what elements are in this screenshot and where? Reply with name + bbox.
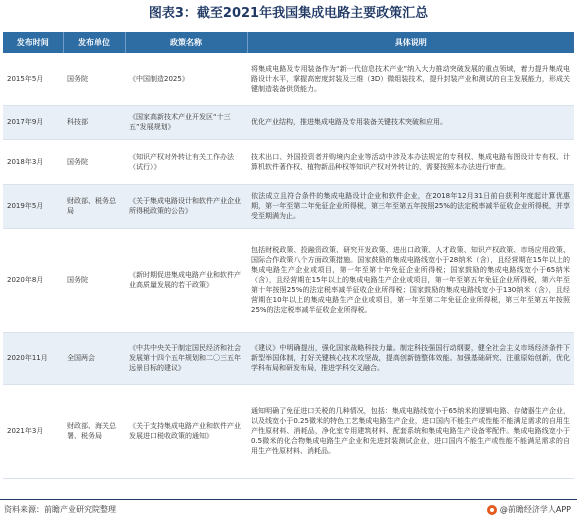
table-row: [3, 105, 574, 139]
header-name: 政策名称: [125, 32, 247, 53]
table-row: [3, 384, 574, 478]
cell-time: 2015年5月: [3, 53, 63, 105]
cell-unit: 科技部: [63, 105, 125, 139]
cell-time: 2017年9月: [3, 105, 63, 139]
cell-unit: 国务院: [63, 53, 125, 105]
table-row: [3, 332, 574, 384]
cell-desc: 通知明确了免征进口关税的几种情况，包括：集成电路线宽小于65纳米的逻辑电路、存储器生产企业，以及线宽小于0.25微米的特色工艺集成电路生产企业，进口国内不能生产或性能不能满足需求的自用生产性原材料、消耗品，净化室专用建筑材料、配套系统和集成电路生产设备零配件。集成电路线宽小于0.5微米的化合物集成电路生产企业和先进封装测试企业，进口国内不能生产或性能不能满足需求的自用生产性原材料、消耗品。: [247, 384, 574, 478]
cell-unit: 财政部、税务总局: [63, 184, 125, 228]
brand-mark: [487, 504, 571, 515]
cell-name: 《新时期促进集成电路产业和软件产业高质量发展的若干政策》: [125, 228, 247, 332]
cell-unit: 国务院: [63, 228, 125, 332]
qianzhan-logo-icon: [487, 505, 497, 515]
cell-time: 2020年11月: [3, 332, 63, 384]
cell-time: 2020年8月: [3, 228, 63, 332]
cell-desc: 技术出口、外国投资者并购境内企业等活动中涉及本办法规定的专利权、集成电路布图设计专有权、计算机软件著作权、植物新品种权等知识产权对外转让的，需要按照本办法进行审查。: [247, 139, 574, 184]
table-row: [3, 228, 574, 332]
header-time: 发布时间: [3, 32, 63, 53]
cell-time: 2018年3月: [3, 139, 63, 184]
cell-time: 2019年5月: [3, 184, 63, 228]
table-row: [3, 184, 574, 228]
cell-unit: 全国两会: [63, 332, 125, 384]
table-header-row: [3, 32, 574, 53]
cell-desc: 《建议》中明确提出，强化国家战略科技力量。制定科技强国行动纲要，健全社会主义市场经济条件下新型举国体制，打好关键核心技术攻坚战，提高创新链整体效能。加强基础研究、注重原始创新，优化学科布局和研发布局，推进学科交叉融合。: [247, 332, 574, 384]
cell-name: 《中共中央关于制定国民经济和社会发展第十四个五年规划和二〇三五年远景目标的建议》: [125, 332, 247, 384]
chart-title: 图表3：截至2021年我国集成电路主要政策汇总: [148, 6, 429, 21]
table-row: [3, 53, 574, 105]
cell-desc: 包括财税政策、投融资政策、研究开发政策、进出口政策、人才政策、知识产权政策、市场应用政策、国际合作政策八个方面政策措施。国家鼓励的集成电路线宽小于28纳米（含），且经营期在15年以上的集成电路生产企业或项目，第一年至第十年免征企业所得税；国家鼓励的集成电路线宽小于65纳米（含），且经营期在15年以上的集成电路生产企业或项目，第一年至第五年免征企业所得税，第六年至第十年按照25%的法定税率减半征收企业所得税；国家鼓励的集成电路线宽小于130纳米（含），且经营期在10年以上的集成电路生产企业或项目，第一年至第二年免征企业所得税，第三年至第五年按照25%的法定税率减半征收企业所得税。: [247, 228, 574, 332]
table-row: [3, 139, 574, 184]
footer: [0, 499, 577, 520]
cell-unit: 国务院: [63, 139, 125, 184]
cell-desc: 依法成立且符合条件的集成电路设计企业和软件企业，在2018年12月31日前自获利年度起计算优惠期，第一年至第二年免征企业所得税，第三年至第五年按照25%的法定税率减半征收企业所得税，并享受至期满为止。: [247, 184, 574, 228]
source-note: 资料来源：前瞻产业研究院整理: [4, 505, 116, 514]
cell-name: 《关于支持集成电路产业和软件产业发展进口税收政策的通知》: [125, 384, 247, 478]
policy-table: [3, 32, 574, 479]
cell-name: 《知识产权对外转让有关工作办法（试行）》: [125, 139, 247, 184]
cell-desc: 将集成电路及专用装备作为“新一代信息技术产业”纳入大力推动突破发展的重点领域，着力提升集成电路设计水平，掌握高密度封装及三维（3D）微组装技术，提升封装产业和测试的自主发展能力，形成关键制造装备供货能力。: [247, 53, 574, 105]
header-unit: 发布单位: [63, 32, 125, 53]
cell-name: 《国家高新技术产业开发区“十三五”发展规划》: [125, 105, 247, 139]
cell-time: 2021年3月: [3, 384, 63, 478]
header-desc: 具体说明: [247, 32, 574, 53]
brand-text: @前瞻经济学人APP: [499, 505, 571, 514]
cell-desc: 优化产业结构，推进集成电路及专用装备关键技术突破和应用。: [247, 105, 574, 139]
cell-name: 《中国制造2025》: [125, 53, 247, 105]
cell-unit: 财政部、海关总署、税务局: [63, 384, 125, 478]
cell-name: 《关于集成电路设计和软件产业企业所得税政策的公告》: [125, 184, 247, 228]
